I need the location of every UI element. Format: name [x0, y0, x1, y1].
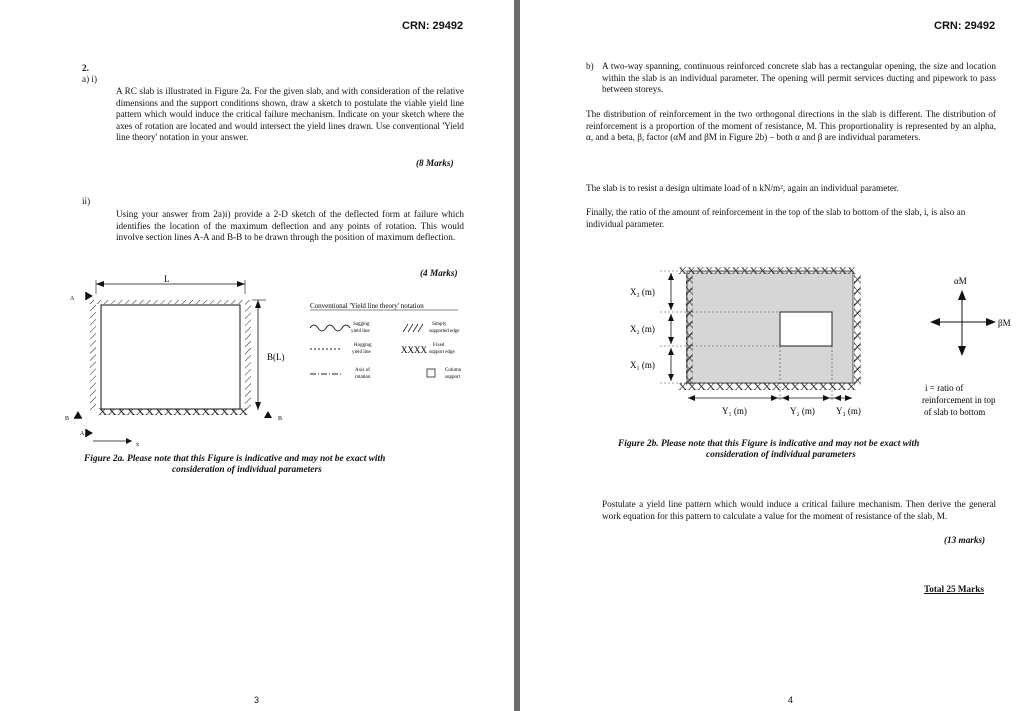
page-header-crn: CRN: 29492 [402, 20, 464, 32]
x2-dimension [668, 314, 674, 344]
page-number-3: 3 [254, 695, 260, 705]
ratio-label-line-3: of slab to bottom [924, 407, 986, 417]
page-4 [520, 0, 1024, 711]
x2-label: X₂ (m) [630, 324, 655, 334]
y-dimensions [688, 395, 852, 401]
y3-label: Y₃ (m) [836, 406, 861, 416]
bottom-fixed-edge-symbols: XXXXXXXXXXXXXXXX [98, 407, 249, 417]
slab-opening [780, 312, 832, 346]
distribution-paragraph: The distribution of reinforcement in the two orthogonal directions in the slab is different. The distribution of reinforcement is a proportion of the moment of resistance, M. This proportionality is represented by an alpha, α, and a beta, β, factor (αM and βM in Figure 2b) – both α and β are individual parameters. [586, 109, 996, 143]
part-b-text: A two-way spanning, continuous reinforced concrete slab has a rectangular opening, the size and location within the slab is an individual parameter. The opening will permit services ducting and pipework to pass between storeys. [602, 61, 996, 95]
left-simply-supported-edge [90, 300, 96, 411]
postulate-paragraph: Postulate a yield line pattern which would induce a critical failure mechanism. Then derive the general work equation for this pattern to calculate a value for the moment of resistance of the slab, M. [602, 499, 996, 521]
part-a-ii-text: Using your answer from 2a)i) provide a 2-D sketch of the deflected form at failure which identifies the location of the maximum deflection and any points of rotation. This would involve section lines A-A and B-B to be drawn through the position of maximum deflection. [116, 209, 464, 243]
dimension-label-L: L [164, 274, 170, 284]
total-marks: Total 25 Marks [924, 584, 984, 594]
right-fixed-edge-symbols: XXXXXXXXXX [852, 274, 862, 339]
figure-2b [600, 262, 1020, 422]
figure-2b-caption-line-2: consideration of individual parameters [706, 450, 856, 460]
x1-dimension [668, 348, 674, 381]
part-a-ii-label: ii) [82, 196, 91, 206]
legend-sagging-2: yield line [351, 329, 370, 334]
section-label-B-left: B [65, 416, 70, 422]
part-a-i-label: a) i) [82, 74, 98, 84]
part-b-label: b) [586, 61, 594, 71]
section-label-B-right: B [278, 416, 283, 422]
ratio-label-line-1: i = ratio of [925, 383, 964, 393]
part-a-i-text: A RC slab is illustrated in Figure 2a. For the given slab, and with consideration of the relative dimensions and the support conditions shown, draw a sketch to postulate the viable yield line pattern which would induce the critical failure mechanism. Indicate on your sketch where the axes of rotation are located and would intersect the yield lines drawn. Use conventional 'Yield line theory' notation in your answer. [116, 86, 464, 143]
x3-dimension [668, 273, 674, 310]
part-b-marks: (13 marks) [944, 535, 986, 545]
legend-simply-1: Simply [432, 322, 447, 327]
x1-label: X₁ (m) [630, 360, 655, 370]
sagging-yield-line-symbol [310, 325, 350, 331]
figure-2a [60, 270, 510, 455]
page-header-crn: CRN: 29492 [934, 20, 996, 32]
x-axis-label: x [136, 442, 139, 448]
load-paragraph: The slab is to resist a design ultimate load of n kN/m², again an individual parameter. [586, 183, 899, 193]
slab-outline [101, 305, 240, 409]
beta-m-label: βM [998, 318, 1011, 328]
top-simply-supported-edge [96, 300, 245, 304]
figure-2a-caption-line-1: Figure 2a. Please note that this Figure is indicative and may not be exact with [84, 454, 386, 464]
bottom-fixed-edge-symbols: XXXXXXXXXXXXXXXXXXX [678, 382, 857, 392]
legend-hogging-1: Hogging [354, 343, 372, 348]
legend-fixed-2: support edge [429, 350, 455, 355]
figure-2a-caption-line-2: consideration of individual parameters [172, 465, 322, 475]
part-a-i-marks: (8 Marks) [416, 158, 454, 168]
moment-direction-arrows [930, 290, 996, 356]
top-fixed-edge-symbols: XXXXXXXXXXXXXXXXXXXX [678, 266, 857, 276]
legend-axis-1: Axis of [355, 368, 370, 373]
section-label-A-top: A [70, 296, 75, 302]
alpha-m-label: αM [954, 276, 967, 286]
ratio-paragraph: Finally, the ratio of the amount of reinforcement in the top of the slab to bottom of the slab, i, is also an individual parameter. [586, 207, 966, 229]
legend-fixed-1: Fixed [433, 343, 445, 348]
y2-label: Y₂ (m) [790, 406, 815, 416]
figure-2b-caption-line-1: Figure 2b. Please note that this Figure is indicative and may not be exact with [618, 439, 920, 449]
left-fixed-edge-symbols: XXXXXXXXXX [684, 274, 694, 339]
legend-axis-2: rotation [355, 375, 371, 380]
simply-supported-edge-symbol [403, 324, 423, 332]
part-a-ii-marks: (4 Marks) [420, 268, 458, 278]
section-label-A-bottom: A [80, 431, 85, 437]
legend-simply-2: supported edge [429, 329, 460, 334]
legend-hogging-2: yield line [352, 350, 371, 355]
fixed-support-edge-symbol: XXXX [401, 345, 427, 355]
legend-column-2: support [445, 375, 460, 380]
page-number-4: 4 [788, 695, 794, 705]
legend-sagging-1: Sagging [353, 322, 370, 327]
question-number: 2. [82, 63, 89, 73]
ratio-label-line-2: reinforcement in top [922, 395, 996, 405]
legend-title: Conventional 'Yield line theory' notation [310, 302, 424, 310]
right-simply-supported-edge [245, 300, 251, 411]
legend-column-1: Column [445, 368, 462, 373]
column-support-symbol [427, 369, 435, 377]
x3-label: X₃ (m) [630, 287, 655, 297]
y1-label: Y₁ (m) [722, 406, 747, 416]
dimension-label-BL: B(L) [267, 352, 285, 362]
